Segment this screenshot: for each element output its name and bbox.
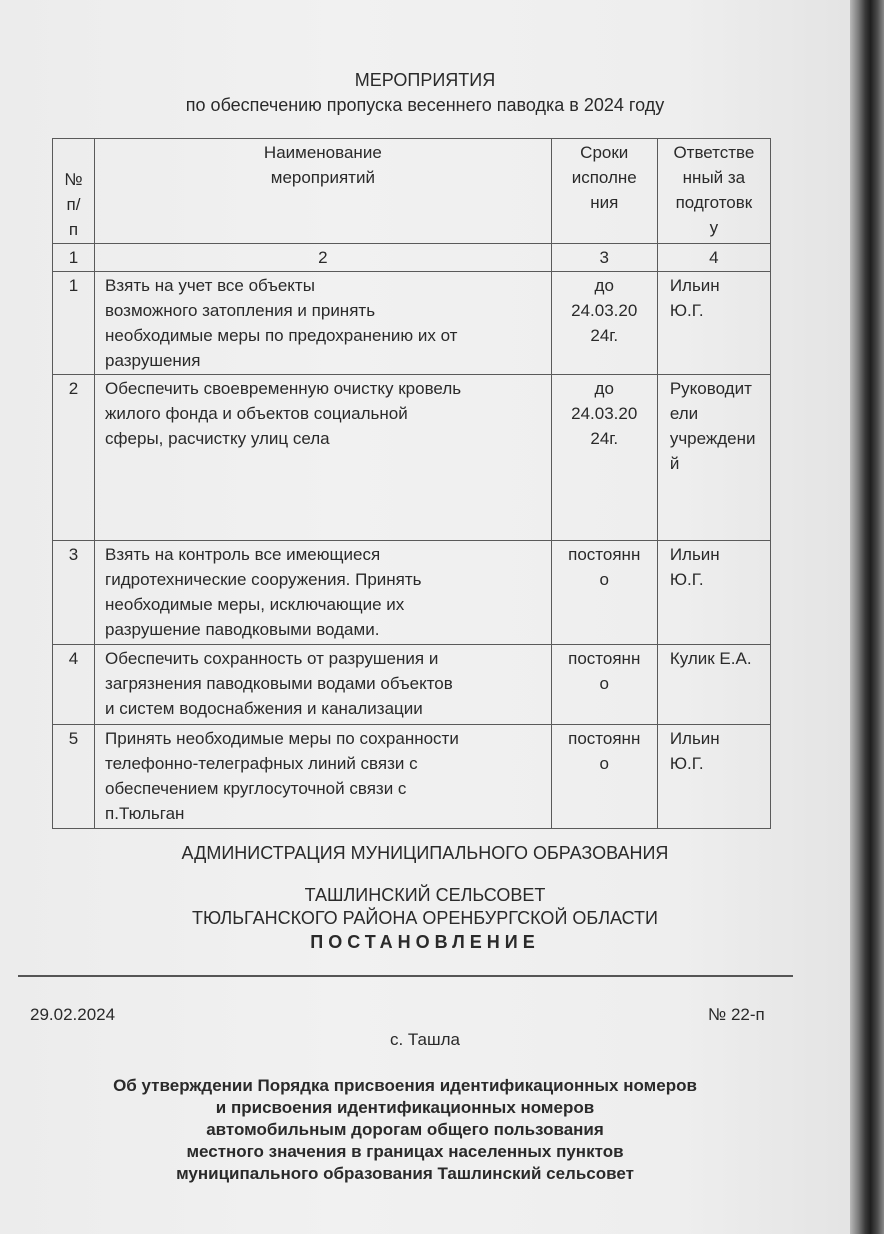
row-name [95, 645, 552, 725]
name-line: Обеспечить сохранность от разрушения и [105, 649, 439, 668]
row-term [551, 272, 657, 375]
header-resp-line: нный за [682, 168, 746, 187]
term-line: 24г. [590, 429, 619, 448]
document-title: МЕРОПРИЯТИЯ [354, 70, 496, 90]
row-term [551, 375, 657, 541]
table-row [53, 541, 771, 645]
name-line: телефонно-телеграфных линий связи с [105, 754, 418, 773]
subject-line: муниципального образования Ташлинский сельсовет [176, 1164, 634, 1183]
subject-line: местного значения в границах населенных пунктов [186, 1142, 624, 1161]
row-term [551, 541, 657, 645]
col-number: 4 [657, 244, 770, 272]
term-line: 24.03.20 [571, 301, 638, 320]
header-num [53, 139, 95, 244]
table-row [53, 375, 771, 541]
name-line: п.Тюльган [105, 804, 185, 823]
row-responsible [657, 375, 770, 541]
resp-line: Ильин [669, 545, 720, 564]
row-num: 2 [53, 375, 95, 541]
row-name [95, 725, 552, 829]
scan-edge [850, 0, 884, 1234]
council-heading: ТАШЛИНСКИЙ СЕЛЬСОВЕТ [304, 885, 546, 905]
name-line: жилого фонда и объектов социальной [105, 404, 408, 423]
name-line: загрязнения паводковыми водами объектов [105, 674, 453, 693]
name-line: необходимые меры по предохранению их от [105, 326, 458, 345]
subject-line: и присвоения идентификационных номеров [215, 1098, 595, 1117]
header-num-line: № [64, 170, 83, 189]
row-name [95, 272, 552, 375]
name-line: Взять на учет все объекты [105, 276, 315, 295]
subject-line: автомобильным дорогам общего пользования [206, 1120, 604, 1139]
resp-line: Ильин [669, 276, 720, 295]
table-row [53, 725, 771, 829]
header-num-line: п [68, 220, 79, 239]
header-resp-line: у [709, 218, 719, 237]
header-name [95, 139, 552, 244]
resp-line: ели [669, 404, 699, 423]
name-line: возможного затопления и принять [105, 301, 376, 320]
divider [18, 975, 793, 977]
administration-heading: АДМИНИСТРАЦИЯ МУНИЦИПАЛЬНОГО ОБРАЗОВАНИЯ [181, 843, 669, 863]
resp-line: Кулик Е.А. [669, 649, 752, 668]
header-term [551, 139, 657, 244]
term-line: постоянн [568, 729, 641, 748]
term-line: 24.03.20 [571, 404, 638, 423]
header-num-line: п/ [66, 195, 81, 214]
term-line: постоянн [568, 649, 641, 668]
name-line: обеспечением круглосуточной связи с [105, 779, 407, 798]
row-responsible [657, 725, 770, 829]
header-name-line: мероприятий [270, 168, 375, 187]
name-line: гидротехнические сооружения. Принять [105, 570, 422, 589]
row-num: 4 [53, 645, 95, 725]
measures-table [52, 138, 771, 829]
resp-line: учреждени [669, 429, 756, 448]
row-term [551, 645, 657, 725]
name-line: сферы, расчистку улиц села [105, 429, 330, 448]
row-responsible [657, 645, 770, 725]
name-line: Взять на контроль все имеющиеся [105, 545, 381, 564]
name-line: Обеспечить своевременную очистку кровель [105, 379, 462, 398]
term-line: постоянн [568, 545, 641, 564]
name-line: разрушения [105, 351, 201, 370]
resp-line: Руководит [669, 379, 752, 398]
row-num: 1 [53, 272, 95, 375]
row-num: 5 [53, 725, 95, 829]
row-responsible [657, 272, 770, 375]
name-line: разрушение паводковыми водами. [105, 620, 380, 639]
district-heading: ТЮЛЬГАНСКОГО РАЙОНА ОРЕНБУРГСКОЙ ОБЛАСТИ [192, 908, 658, 928]
column-numbers-row [53, 244, 771, 272]
row-term [551, 725, 657, 829]
table-row [53, 645, 771, 725]
header-term-line: исполне [571, 168, 637, 187]
header-term-line: Сроки [580, 143, 629, 162]
header-name-line: Наименование [263, 143, 382, 162]
decree-date: 29.02.2024 [30, 1005, 116, 1024]
document-subtitle: по обеспечению пропуска весеннего паводка в 2024 году [185, 95, 665, 115]
decree-subject [0, 1075, 810, 1185]
row-name [95, 541, 552, 645]
decree-place: с. Ташла [389, 1030, 461, 1049]
term-line: до [594, 379, 614, 398]
name-line: и систем водоснабжения и канализации [105, 699, 423, 718]
resp-line: Ю.Г. [669, 301, 704, 320]
row-responsible [657, 541, 770, 645]
row-name [95, 375, 552, 541]
name-line: необходимые меры, исключающие их [105, 595, 405, 614]
resp-line: Ильин [669, 729, 720, 748]
term-line: до [594, 276, 614, 295]
document-type: ПОСТАНОВЛЕНИЕ [310, 932, 540, 952]
resp-line: Ю.Г. [669, 570, 704, 589]
term-line: о [599, 754, 609, 773]
row-num: 3 [53, 541, 95, 645]
subject-line: Об утверждении Порядка присвоения идентификационных номеров [113, 1076, 697, 1095]
header-resp-line: подготовк [675, 193, 753, 212]
col-number: 1 [53, 244, 95, 272]
table-header-row [53, 139, 771, 244]
col-number: 3 [551, 244, 657, 272]
header-resp-line: Ответстве [673, 143, 755, 162]
header-term-line: ния [590, 193, 619, 212]
decree-number: № 22-п [708, 1005, 765, 1024]
col-number: 2 [95, 244, 552, 272]
term-line: 24г. [590, 326, 619, 345]
resp-line: Ю.Г. [669, 754, 704, 773]
term-line: о [599, 570, 609, 589]
name-line: Принять необходимые меры по сохранности [105, 729, 459, 748]
header-responsible [657, 139, 770, 244]
resp-line: й [669, 454, 680, 473]
table-row [53, 272, 771, 375]
term-line: о [599, 674, 609, 693]
